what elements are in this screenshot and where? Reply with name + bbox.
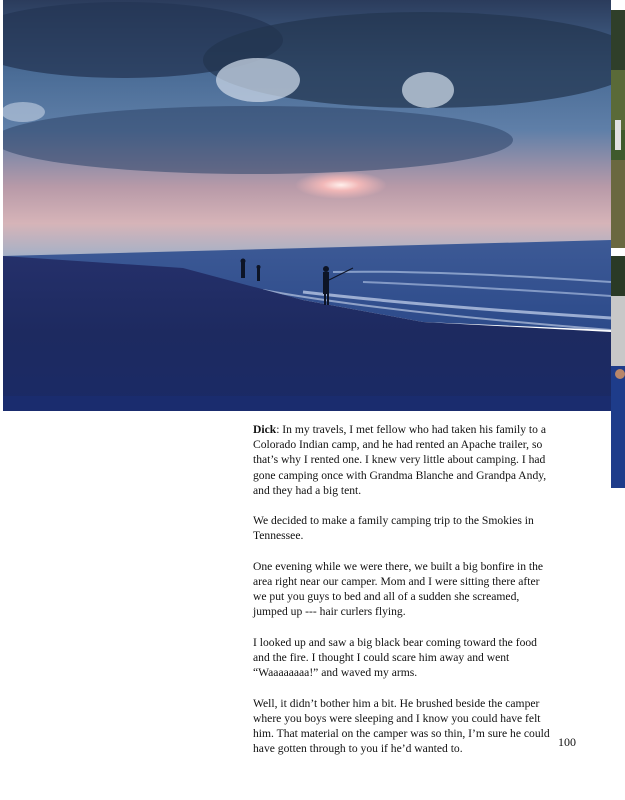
page-number: 100 xyxy=(558,735,576,749)
adjacent-photo-bottom xyxy=(611,256,625,488)
paragraph: Well, it didn’t bother him a bit. He brushed beside the camper where you boys were sleeping and I know you could have felt him. That material on the camper was so thin, I’m sure he could have gotten through to you if he’d wanted to. xyxy=(253,696,550,756)
adjacent-photo-top xyxy=(611,10,625,248)
paragraph: I looked up and saw a big black bear coming toward the food and the fire. I thought I could scare him away and went “Waaaaaaaa!” and waved my arms. xyxy=(253,635,537,680)
paragraph-text: : In my travels, I met fellow who had taken his family to a Colorado Indian camp, and he had rented an Apache trailer, so that’s why I rented one. I knew very little about camping. I had gone camping once with Grandma Blanche and Grandpa Andy, and they had a big tent. xyxy=(253,423,547,497)
paragraph xyxy=(253,422,553,498)
beach-photo xyxy=(3,0,611,411)
paragraph: We decided to make a family camping trip to the Smokies in Tennessee. xyxy=(253,514,534,543)
paragraph: One evening while we were there, we built a big bonfire in the area right near our camper. Mom and I were sitting there after we put you guys to bed and all of a sudden she screamed, jumped up --- hair curlers flying. xyxy=(253,559,544,619)
speaker-name: Dick xyxy=(253,423,277,436)
story-text xyxy=(253,422,553,772)
